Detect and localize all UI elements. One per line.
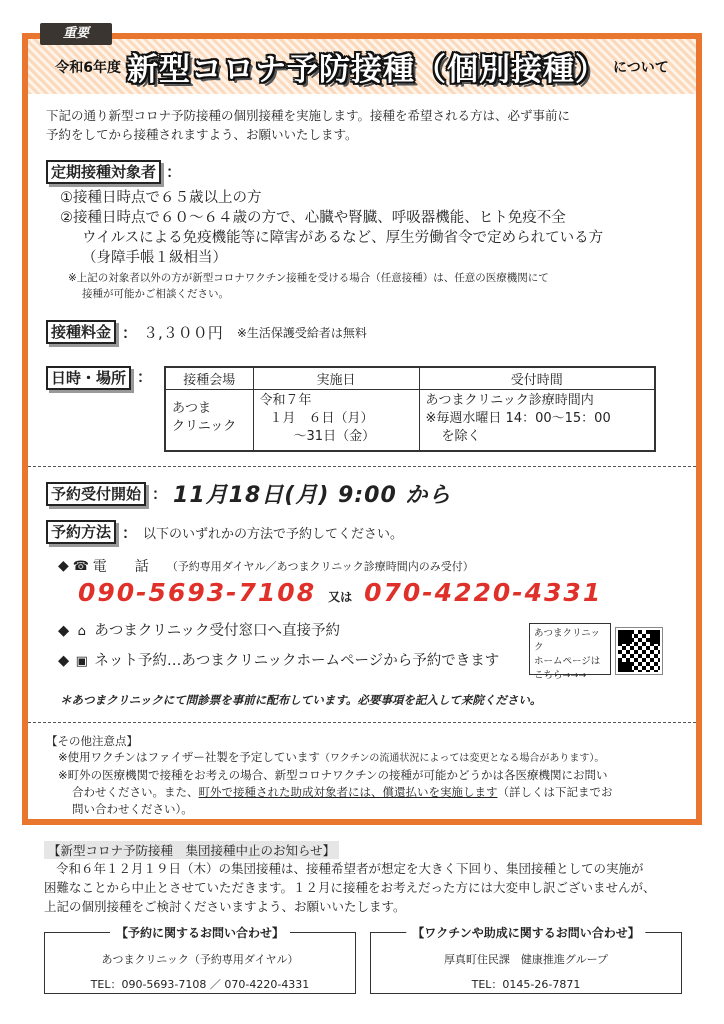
page-title: 新型コロナ予防接種（個別接種） xyxy=(127,52,607,88)
house-icon: ⌂ xyxy=(77,624,86,639)
phone-numbers xyxy=(78,578,602,607)
target-item-1: ①接種日時点で６５歳以上の方 xyxy=(60,190,262,206)
method-label: 予約方法 xyxy=(46,520,116,544)
target-item-2: ②接種日時点で６０～６４歳の方で、心臓や腎臓、呼吸器機能、ヒト免疫不全 xyxy=(60,210,566,226)
target-label: 定期接種対象者 xyxy=(46,160,161,184)
venue-place-1: あつま xyxy=(172,400,212,416)
divider-1 xyxy=(28,466,696,467)
venue-colon: ： xyxy=(137,368,153,386)
intro-text xyxy=(46,106,686,144)
method-section xyxy=(46,520,403,544)
other-heading: 【その他注意点】 xyxy=(46,734,138,748)
notice-p1: 令和６年１２月１９日（木）の集団接種は、接種希望者が想定を大きく下回り、集団接種としての実施が xyxy=(56,861,644,876)
venue-time-2: ※毎週水曜日 14：00～15：00 xyxy=(425,410,611,426)
phone-number-1[interactable]: 090-5693-7108 xyxy=(78,578,317,607)
diamond-icon: ◆ xyxy=(58,623,70,639)
venue-date-cell xyxy=(253,389,419,451)
web-option xyxy=(58,649,499,670)
title-banner xyxy=(28,39,696,94)
notice-heading: 【新型コロナ予防接種 集団接種中止のお知らせ】 xyxy=(44,841,339,859)
window-option xyxy=(58,619,340,640)
venue-time-1: あつまクリニック診療時間内 xyxy=(425,392,594,408)
other-line-3 xyxy=(72,784,686,801)
venue-table xyxy=(164,366,656,452)
booking-start-value: 11月18日(月) 9:00 から xyxy=(173,483,452,508)
callout-line-2: ホームページは xyxy=(534,656,601,667)
homepage-callout xyxy=(529,623,611,681)
callout-line-3: こちら→→→ xyxy=(534,670,587,681)
title-year: 令和6年度 xyxy=(55,59,121,76)
fee-price: ３,３００円 xyxy=(143,323,223,342)
booking-start-colon: ： xyxy=(152,485,168,503)
phone-or: 又は xyxy=(328,590,353,604)
method-text: 以下のいずれかの方法で予約してください。 xyxy=(143,526,404,542)
notice-p2: 困難なことから中止とさせていただきます。１２月に接種をお考えだった方には大変申し訳ございませんが、 xyxy=(44,880,656,895)
other-line-1 xyxy=(58,749,686,767)
target-item-2c: （身障手帳１級相当） xyxy=(82,250,227,266)
venue-place-cell xyxy=(165,389,253,451)
venue-time-cell xyxy=(419,389,655,451)
contact-booking-name: あつまクリニック（予約専用ダイヤル） xyxy=(101,953,299,966)
tel-sub: （予約専用ダイヤル／あつまクリニック診療時間内のみ受付） xyxy=(166,560,474,573)
booking-start-label: 予約受付開始 xyxy=(46,482,146,506)
booking-start-section xyxy=(46,478,451,509)
venue-header-time: 受付時間 xyxy=(419,367,655,389)
venue-label: 日時・場所 xyxy=(46,366,131,390)
tel-label: 電 話 xyxy=(92,559,149,575)
window-option-text: あつまクリニック受付窓口へ直接予約 xyxy=(94,623,341,639)
fee-note: ※生活保護受給者は無料 xyxy=(236,325,367,340)
important-tag: 重要 xyxy=(40,23,112,45)
venue-time-3: を除く xyxy=(441,428,481,444)
target-note-1: ※上記の対象者以外の方が新型コロナワクチン接種を受ける場合（任意接種）は、任意の医療機関にて xyxy=(68,272,549,284)
other-line-4: 問い合わせください）。 xyxy=(72,802,193,816)
other-line-3a: 合わせください。また、 xyxy=(72,785,199,799)
intro-line-2: 予約をしてから接種されますよう、お願いいたします。 xyxy=(46,127,358,142)
other-line-3b: 町外で接種された助成対象者には、償還払いを実施します xyxy=(198,785,498,799)
venue-header-date: 実施日 xyxy=(253,367,419,389)
target-colon: ： xyxy=(166,163,182,181)
contact-vaccine-title: 【ワクチンや助成に関するお問い合わせ】 xyxy=(406,924,645,941)
intro-line-1: 下記の通り新型コロナ予防接種の個別接種を実施します。接種を希望される方は、必ず事前に xyxy=(46,108,571,123)
contact-box-booking xyxy=(44,926,356,994)
qr-code-icon[interactable] xyxy=(616,628,662,674)
callout-line-1: あつまクリニック xyxy=(534,628,600,653)
contact-box-vaccine xyxy=(370,926,682,994)
diamond-icon: ◆ xyxy=(58,558,69,574)
phone-number-2[interactable]: 070-4220-4331 xyxy=(364,578,603,607)
phone-icon: ☎ xyxy=(72,558,89,574)
target-item-2b: ウイルスによる免疫機能等に障害があるなど、厚生労働省令で定められている方 xyxy=(82,230,604,246)
cancel-notice xyxy=(44,840,694,916)
target-note-2: 接種が可能かご相談ください。 xyxy=(82,288,229,300)
venue-date-2: １月 ６日（月） xyxy=(269,410,374,426)
web-icon: ▣ xyxy=(75,654,88,669)
questionnaire-note: ＊あつまクリニックにて問診票を事前に配布しています。必要事項を記入して来院ください。 xyxy=(60,693,542,707)
contact-booking-title: 【予約に関するお問い合わせ】 xyxy=(110,924,290,941)
venue-header-place: 接種会場 xyxy=(165,367,253,389)
other-line-3c: （詳しくは下記までお xyxy=(497,785,613,799)
venue-date-1: 令和７年 xyxy=(259,392,312,408)
notice-p3: 上記の個別接種をご検討くださいますよう、お願いいたします。 xyxy=(44,899,406,914)
venue-date-3: ～31日（金） xyxy=(293,428,376,444)
web-option-text: ネット予約…あつまクリニックホームページから予約できます xyxy=(94,653,500,669)
target-section xyxy=(46,160,686,302)
fee-section xyxy=(46,320,367,344)
fee-label: 接種料金 xyxy=(46,320,116,344)
venue-place-2: クリニック xyxy=(172,418,237,434)
other-notes xyxy=(46,733,686,818)
venue-section xyxy=(46,366,656,452)
contact-booking-tel: TEL：090-5693-7108 ／ 070-4220-4331 xyxy=(90,978,310,991)
contact-vaccine-tel: TEL：0145-26-7871 xyxy=(471,978,581,991)
divider-2 xyxy=(28,722,696,723)
diamond-icon: ◆ xyxy=(58,653,70,669)
other-line-1-small: （ワクチンの流通状況によっては変更となる場合があります）。 xyxy=(319,753,605,764)
tel-option xyxy=(58,556,474,576)
other-line-1-text: ※使用ワクチンはファイザー社製を予定しています xyxy=(58,750,320,764)
title-suffix: について xyxy=(613,59,669,76)
method-colon: ： xyxy=(122,523,138,542)
other-line-2: ※町外の医療機関で接種をお考えの場合、新型コロナワクチンの接種が可能かどうかは各医療機関にお問い xyxy=(58,768,608,782)
fee-colon: ： xyxy=(122,323,138,342)
contact-vaccine-name: 厚真町住民課 健康推進グループ xyxy=(443,953,609,966)
